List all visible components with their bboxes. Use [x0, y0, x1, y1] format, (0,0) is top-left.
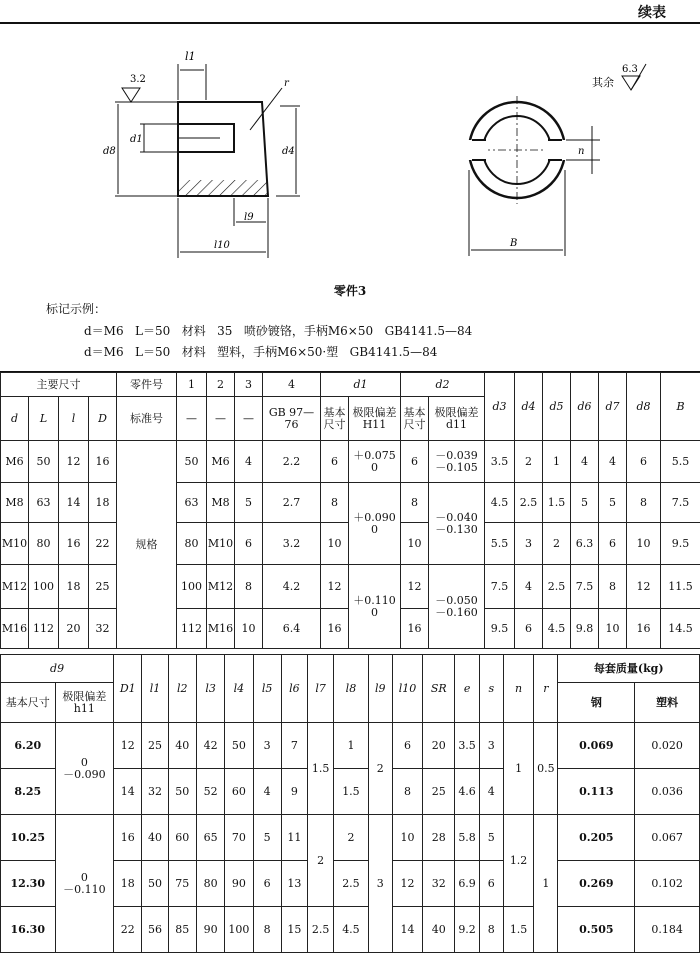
- table-cell: 5: [571, 483, 599, 523]
- table-cell: 8.25: [1, 769, 56, 815]
- r-b: 1: [534, 815, 558, 953]
- table-cell: 8: [392, 769, 422, 815]
- table-cell: 2.7: [263, 483, 321, 523]
- table-cell: 100: [29, 565, 59, 609]
- table-row: [1, 723, 700, 769]
- th-mass: 每套质量(kg): [558, 655, 700, 683]
- th-l1: l1: [142, 655, 168, 723]
- table-cell: 2.2: [263, 441, 321, 483]
- table-cell: 20: [423, 723, 455, 769]
- table-cell: 14: [392, 907, 422, 953]
- table-cell: 50: [177, 441, 207, 483]
- marking-example-1: d＝M6 L＝50 材料 35 喷砂镀铬，手柄M6×50 GB4141.5—84: [84, 322, 472, 339]
- table-cell: 0.020: [635, 723, 700, 769]
- r-a: 0.5: [534, 723, 558, 815]
- table-cell: 50: [29, 441, 59, 483]
- table-cell: 2: [543, 523, 571, 565]
- table-cell: 10: [401, 523, 429, 565]
- table-cell: 6: [392, 723, 422, 769]
- table-cell: 4: [253, 769, 281, 815]
- table-cell: 5.5: [661, 441, 700, 483]
- table-cell: 32: [142, 769, 168, 815]
- table-cell: 50: [168, 769, 196, 815]
- th-dash-3: —: [235, 397, 263, 441]
- label-r: r: [284, 78, 290, 89]
- table-cell: 0.205: [558, 815, 635, 861]
- th-col1: 1: [177, 373, 207, 397]
- table-cell: 2.5: [515, 483, 543, 523]
- table-cell: 9.5: [485, 609, 515, 649]
- table-cell: 3: [515, 523, 543, 565]
- th-l2: l2: [168, 655, 196, 723]
- table-cell: 6: [627, 441, 661, 483]
- table-cell: 2.5: [334, 861, 368, 907]
- th-d9: d9: [1, 655, 114, 683]
- table-cell: 7.5: [571, 565, 599, 609]
- table-cell: 8: [479, 907, 503, 953]
- table-cell: 14.5: [661, 609, 700, 649]
- table-cell: 15: [281, 907, 307, 953]
- label-n: n: [578, 146, 584, 157]
- table-cell: 6.20: [1, 723, 56, 769]
- continued-note: 续表: [638, 2, 666, 22]
- table-cell: 14: [59, 483, 89, 523]
- table-cell: 5: [599, 483, 627, 523]
- table-cell: 0.067: [635, 815, 700, 861]
- th-d2-tol: 极限偏差d11: [429, 397, 485, 441]
- table-cell: 3.2: [263, 523, 321, 565]
- table-cell: 80: [29, 523, 59, 565]
- table-cell: M6: [207, 441, 235, 483]
- table-cell: 0.505: [558, 907, 635, 953]
- table-cell: 11.5: [661, 565, 700, 609]
- figure-caption: 零件3: [0, 282, 700, 299]
- table-cell: 80: [196, 861, 224, 907]
- th-gb: GB 97—76: [263, 397, 321, 441]
- table-cell: 9: [281, 769, 307, 815]
- table-cell: 10.25: [1, 815, 56, 861]
- table-cell: 6: [401, 441, 429, 483]
- th-d7: d7: [599, 373, 627, 441]
- th-d6: d6: [571, 373, 599, 441]
- table-cell: 16.30: [1, 907, 56, 953]
- d11-tol-3: －0.050 －0.160: [429, 565, 485, 649]
- table-cell: 7: [281, 723, 307, 769]
- table-row: [1, 815, 700, 861]
- th-d1-base: 基本尺寸: [321, 397, 349, 441]
- table-cell: 100: [225, 907, 253, 953]
- marking-example-label: 标记示例：: [46, 300, 106, 317]
- th-l9: l9: [368, 655, 392, 723]
- table-cell: M16: [1, 609, 29, 649]
- table-cell: 10: [392, 815, 422, 861]
- table-cell: 13: [281, 861, 307, 907]
- table-cell: 28: [423, 815, 455, 861]
- table-cell: 9.8: [571, 609, 599, 649]
- th-l5: l5: [253, 655, 281, 723]
- th-standard-no: 标准号: [117, 397, 177, 441]
- table-cell: 5: [235, 483, 263, 523]
- table-cell: 3: [479, 723, 503, 769]
- table-cell: 40: [423, 907, 455, 953]
- n-b: 1.2: [503, 815, 533, 907]
- table-cell: 6: [599, 523, 627, 565]
- table-cell: 12.30: [1, 861, 56, 907]
- table-cell: 4: [479, 769, 503, 815]
- table-cell: 50: [225, 723, 253, 769]
- table-cell: 4.2: [263, 565, 321, 609]
- side-view: [178, 102, 268, 196]
- table-cell: 12: [401, 565, 429, 609]
- table-cell: 5: [253, 815, 281, 861]
- table-cell: 6.3: [571, 523, 599, 565]
- table-cell: 112: [177, 609, 207, 649]
- th-dash-1: —: [177, 397, 207, 441]
- table-cell: 12: [114, 723, 142, 769]
- table-row: [1, 483, 700, 523]
- label-B: B: [509, 238, 517, 249]
- table-cell: 0.269: [558, 861, 635, 907]
- th-col3: 3: [235, 373, 263, 397]
- table-row: [1, 441, 700, 483]
- l7-c: 2.5: [308, 907, 334, 953]
- table-cell: 16: [114, 815, 142, 861]
- table-cell: 11: [281, 815, 307, 861]
- table-cell: 0.069: [558, 723, 635, 769]
- table-cell: 5: [479, 815, 503, 861]
- n-c: 1.5: [503, 907, 533, 953]
- th-l10: l10: [392, 655, 422, 723]
- table-cell: 60: [225, 769, 253, 815]
- spec-cell: 规格: [117, 441, 177, 649]
- table-cell: M16: [207, 609, 235, 649]
- table-cell: 10: [235, 609, 263, 649]
- table-cell: M12: [207, 565, 235, 609]
- marking-example-2: d＝M6 L＝50 材料 塑料，手柄M6×50·塑 GB4141.5—84: [84, 343, 437, 360]
- table-cell: 6: [235, 523, 263, 565]
- table-cell: 10: [321, 523, 349, 565]
- table-cell: 25: [423, 769, 455, 815]
- th-n: n: [503, 655, 533, 723]
- table-cell: 4: [515, 565, 543, 609]
- table-cell: 6: [321, 441, 349, 483]
- th-d4: d4: [515, 373, 543, 441]
- table-cell: 12: [321, 565, 349, 609]
- table-cell: 4.6: [455, 769, 479, 815]
- th-s: s: [479, 655, 503, 723]
- table-cell: 52: [196, 769, 224, 815]
- table-cell: 90: [225, 861, 253, 907]
- table-cell: 18: [59, 565, 89, 609]
- table-cell: 2.5: [543, 565, 571, 609]
- l7-b: 2: [308, 815, 334, 907]
- table-cell: 16: [401, 609, 429, 649]
- table-cell: 12: [59, 441, 89, 483]
- th-l3: l3: [196, 655, 224, 723]
- table-cell: 8: [321, 483, 349, 523]
- table-cell: 56: [142, 907, 168, 953]
- table-cell: 3.5: [455, 723, 479, 769]
- front-view: [464, 64, 646, 256]
- label-l10: l10: [214, 240, 231, 251]
- dimension-table-1: [0, 372, 700, 649]
- label-l1: l1: [185, 50, 196, 63]
- th-l: l: [59, 397, 89, 441]
- th-l4: l4: [225, 655, 253, 723]
- table-cell: 5.8: [455, 815, 479, 861]
- th-e: e: [455, 655, 479, 723]
- table-cell: 75: [168, 861, 196, 907]
- table-cell: 14: [114, 769, 142, 815]
- part-drawing: [0, 30, 700, 280]
- label-rough2: 6.3: [622, 64, 638, 75]
- table-cell: 32: [89, 609, 117, 649]
- th-d3: d3: [485, 373, 515, 441]
- table-cell: 4.5: [485, 483, 515, 523]
- table-cell: 4: [235, 441, 263, 483]
- table-cell: 18: [114, 861, 142, 907]
- table-cell: M12: [1, 565, 29, 609]
- l9-a: 2: [368, 723, 392, 815]
- top-rule: [0, 22, 700, 24]
- table-cell: 40: [142, 815, 168, 861]
- table-cell: 8: [401, 483, 429, 523]
- table-cell: 10: [627, 523, 661, 565]
- th-col4: 4: [263, 373, 321, 397]
- table-cell: 0.184: [635, 907, 700, 953]
- table-cell: 100: [177, 565, 207, 609]
- th-l7: l7: [308, 655, 334, 723]
- table-cell: 42: [196, 723, 224, 769]
- th-SR: SR: [423, 655, 455, 723]
- th-d2: d2: [401, 373, 485, 397]
- h11-tol-1: ＋0.075 0: [349, 441, 401, 483]
- table-cell: 2: [515, 441, 543, 483]
- table-cell: 5.5: [485, 523, 515, 565]
- dimension-table-2: [0, 654, 700, 953]
- table-cell: M10: [207, 523, 235, 565]
- table-cell: 22: [89, 523, 117, 565]
- d11-tol-1: －0.039 －0.105: [429, 441, 485, 483]
- th-d2-base: 基本尺寸: [401, 397, 429, 441]
- h11-tol-2: ＋0.090 0: [349, 483, 401, 565]
- table-cell: 8: [253, 907, 281, 953]
- table-cell: 16: [59, 523, 89, 565]
- th-d5: d5: [543, 373, 571, 441]
- table-cell: 65: [196, 815, 224, 861]
- label-l9: l9: [244, 212, 254, 223]
- table-cell: M8: [207, 483, 235, 523]
- d11-tol-2: －0.040 －0.130: [429, 483, 485, 565]
- th-L: L: [29, 397, 59, 441]
- table-cell: 9.2: [455, 907, 479, 953]
- table-cell: 8: [627, 483, 661, 523]
- th-steel: 钢: [558, 683, 635, 723]
- th-l6: l6: [281, 655, 307, 723]
- table-cell: 10: [599, 609, 627, 649]
- table-cell: 70: [225, 815, 253, 861]
- label-d1: d1: [130, 134, 143, 145]
- table-cell: 0.036: [635, 769, 700, 815]
- table-cell: 4.5: [543, 609, 571, 649]
- l9-b: 3: [368, 815, 392, 953]
- table-cell: 6.9: [455, 861, 479, 907]
- table-cell: 4.5: [334, 907, 368, 953]
- table-cell: 112: [29, 609, 59, 649]
- th-d9-tol: 极限偏差h11: [55, 683, 114, 723]
- th-l8: l8: [334, 655, 368, 723]
- th-D: D: [89, 397, 117, 441]
- th-d8: d8: [627, 373, 661, 441]
- th-part-no: 零件号: [117, 373, 177, 397]
- th-main-dims: 主要尺寸: [1, 373, 117, 397]
- table-cell: 2: [334, 815, 368, 861]
- table-cell: M10: [1, 523, 29, 565]
- table-cell: M8: [1, 483, 29, 523]
- th-d1: d1: [321, 373, 401, 397]
- table-cell: 8: [599, 565, 627, 609]
- n-a: 1: [503, 723, 533, 815]
- table-cell: 18: [89, 483, 117, 523]
- table-cell: 3.5: [485, 441, 515, 483]
- th-plastic: 塑料: [635, 683, 700, 723]
- table-cell: 90: [196, 907, 224, 953]
- table-row: [1, 565, 700, 609]
- l7-a: 1.5: [308, 723, 334, 815]
- table-cell: M6: [1, 441, 29, 483]
- table-cell: 60: [168, 815, 196, 861]
- table-cell: 40: [168, 723, 196, 769]
- th-d1-tol: 极限偏差H11: [349, 397, 401, 441]
- table-cell: 25: [89, 565, 117, 609]
- th-col2: 2: [207, 373, 235, 397]
- table-cell: 32: [423, 861, 455, 907]
- table-cell: 1: [334, 723, 368, 769]
- table-cell: 25: [142, 723, 168, 769]
- table-cell: 85: [168, 907, 196, 953]
- table-cell: 6: [253, 861, 281, 907]
- h11-tol-a: 0 －0.090: [55, 723, 114, 815]
- table-cell: 7.5: [661, 483, 700, 523]
- table-cell: 6: [479, 861, 503, 907]
- table-cell: 20: [59, 609, 89, 649]
- table-cell: 50: [142, 861, 168, 907]
- table-cell: 0.113: [558, 769, 635, 815]
- table-cell: 6.4: [263, 609, 321, 649]
- table-cell: 12: [392, 861, 422, 907]
- table-cell: 16: [627, 609, 661, 649]
- label-d8: d8: [103, 146, 116, 157]
- table-cell: 8: [235, 565, 263, 609]
- table-cell: 4: [599, 441, 627, 483]
- table-cell: 22: [114, 907, 142, 953]
- table-cell: 1: [543, 441, 571, 483]
- table-cell: 1.5: [543, 483, 571, 523]
- label-rough1: 3.2: [130, 74, 146, 85]
- table-cell: 4: [571, 441, 599, 483]
- th-D1: D1: [114, 655, 142, 723]
- table-cell: 7.5: [485, 565, 515, 609]
- th-d: d: [1, 397, 29, 441]
- label-rest: 其余: [592, 75, 614, 89]
- h11-tol-3: ＋0.110 0: [349, 565, 401, 649]
- label-d4: d4: [282, 146, 295, 157]
- table-cell: 80: [177, 523, 207, 565]
- table-cell: 9.5: [661, 523, 700, 565]
- h11-tol-b: 0 －0.110: [55, 815, 114, 953]
- table-cell: 3: [253, 723, 281, 769]
- th-d9-base: 基本尺寸: [1, 683, 56, 723]
- table-cell: 0.102: [635, 861, 700, 907]
- th-r: r: [534, 655, 558, 723]
- table-cell: 12: [627, 565, 661, 609]
- table-cell: 16: [89, 441, 117, 483]
- table-cell: 1.5: [334, 769, 368, 815]
- table-cell: 63: [29, 483, 59, 523]
- table-cell: 6: [515, 609, 543, 649]
- th-dash-2: —: [207, 397, 235, 441]
- th-B: B: [661, 373, 700, 441]
- table-cell: 16: [321, 609, 349, 649]
- table-cell: 63: [177, 483, 207, 523]
